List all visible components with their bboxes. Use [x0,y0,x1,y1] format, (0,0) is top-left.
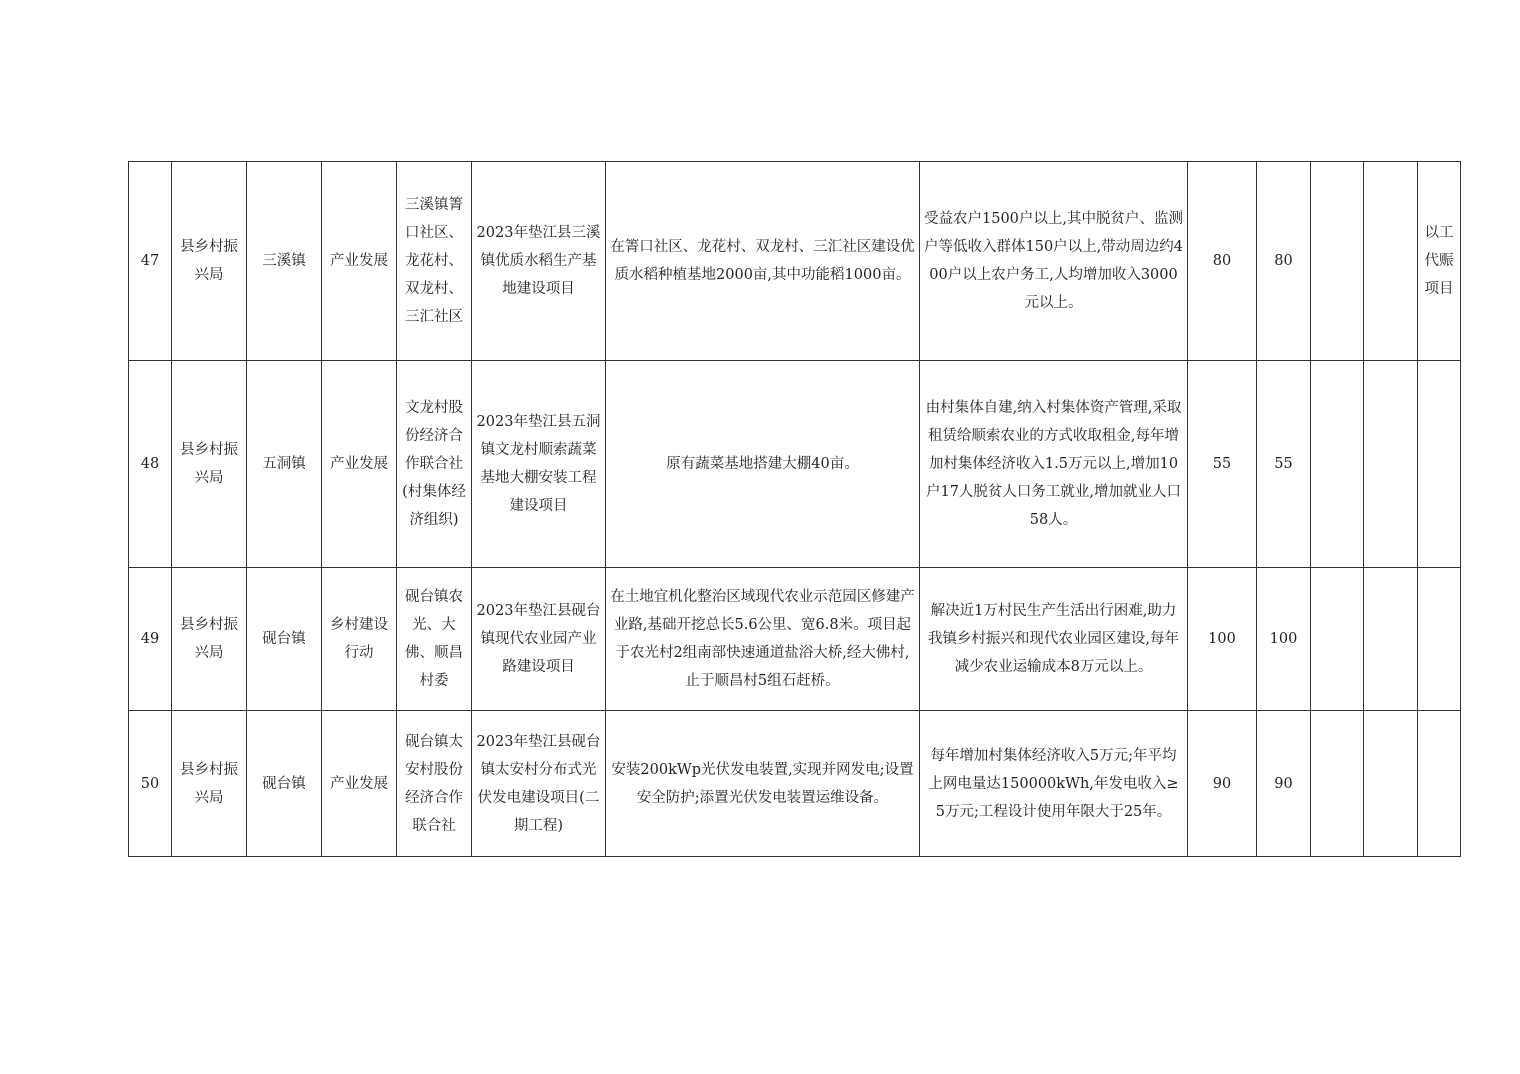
empty-cell [1364,711,1418,857]
remark-cell [1418,361,1461,568]
row-number: 48 [129,361,172,568]
category-cell: 产业发展 [322,361,397,568]
benefit-cell: 由村集体自建,纳入村集体资产管理,采取租赁给顺索农业的方式收取租金,每年增加村集体经济收入1.5万元以上,增加10户17人脱贫人口务工就业,增加就业人口58人。 [920,361,1188,568]
department-cell: 县乡村振兴局 [172,162,247,361]
remark-cell [1418,711,1461,857]
project-name-cell: 2023年垫江县五洞镇文龙村顺索蔬菜基地大棚安装工程建设项目 [472,361,606,568]
total-investment-cell: 80 [1188,162,1257,361]
table-row [129,568,1461,711]
project-name-cell: 2023年垫江县砚台镇太安村分布式光伏发电建设项目(二期工程) [472,711,606,857]
empty-cell [1311,711,1364,857]
empty-cell [1364,162,1418,361]
location-cell: 砚台镇太安村股份经济合作联合社 [397,711,472,857]
department-cell: 县乡村振兴局 [172,361,247,568]
empty-cell [1311,361,1364,568]
row-number: 49 [129,568,172,711]
town-cell: 五洞镇 [247,361,322,568]
town-cell: 砚台镇 [247,568,322,711]
remark-cell: 以工代赈项目 [1418,162,1461,361]
total-investment-cell: 90 [1188,711,1257,857]
remark-cell [1418,568,1461,711]
empty-cell [1311,162,1364,361]
fund-cell: 80 [1257,162,1311,361]
category-cell: 乡村建设行动 [322,568,397,711]
location-cell: 三溪镇箐口社区、龙花村、双龙村、三汇社区 [397,162,472,361]
location-cell: 砚台镇农光、大佛、顺昌村委 [397,568,472,711]
benefit-cell: 受益农户1500户以上,其中脱贫户、监测户等低收入群体150户以上,带动周边约400户以上农户务工,人均增加收入3000元以上。 [920,162,1188,361]
project-table [128,161,1461,857]
construction-content-cell: 在箐口社区、龙花村、双龙村、三汇社区建设优质水稻种植基地2000亩,其中功能稻1000亩。 [606,162,920,361]
fund-cell: 55 [1257,361,1311,568]
benefit-cell: 解决近1万村民生产生活出行困难,助力我镇乡村振兴和现代农业园区建设,每年减少农业运输成本8万元以上。 [920,568,1188,711]
empty-cell [1364,361,1418,568]
empty-cell [1364,568,1418,711]
table-row [129,711,1461,857]
project-name-cell: 2023年垫江县三溪镇优质水稻生产基地建设项目 [472,162,606,361]
total-investment-cell: 55 [1188,361,1257,568]
empty-cell [1311,568,1364,711]
fund-cell: 90 [1257,711,1311,857]
row-number: 50 [129,711,172,857]
table-row [129,162,1461,361]
department-cell: 县乡村振兴局 [172,568,247,711]
row-number: 47 [129,162,172,361]
town-cell: 三溪镇 [247,162,322,361]
table-row [129,361,1461,568]
category-cell: 产业发展 [322,162,397,361]
fund-cell: 100 [1257,568,1311,711]
location-cell: 文龙村股份经济合作联合社(村集体经济组织) [397,361,472,568]
total-investment-cell: 100 [1188,568,1257,711]
town-cell: 砚台镇 [247,711,322,857]
department-cell: 县乡村振兴局 [172,711,247,857]
project-name-cell: 2023年垫江县砚台镇现代农业园产业路建设项目 [472,568,606,711]
category-cell: 产业发展 [322,711,397,857]
construction-content-cell: 原有蔬菜基地搭建大棚40亩。 [606,361,920,568]
benefit-cell: 每年增加村集体经济收入5万元;年平均上网电量达150000kWh,年发电收入≥5万元;工程设计使用年限大于25年。 [920,711,1188,857]
construction-content-cell: 在土地宜机化整治区域现代农业示范园区修建产业路,基础开挖总长5.6公里、宽6.8米。项目起于农光村2组南部快速通道盐浴大桥,经大佛村,止于顺昌村5组石赶桥。 [606,568,920,711]
construction-content-cell: 安装200kWp光伏发电装置,实现并网发电;设置安全防护;添置光伏发电装置运维设备。 [606,711,920,857]
